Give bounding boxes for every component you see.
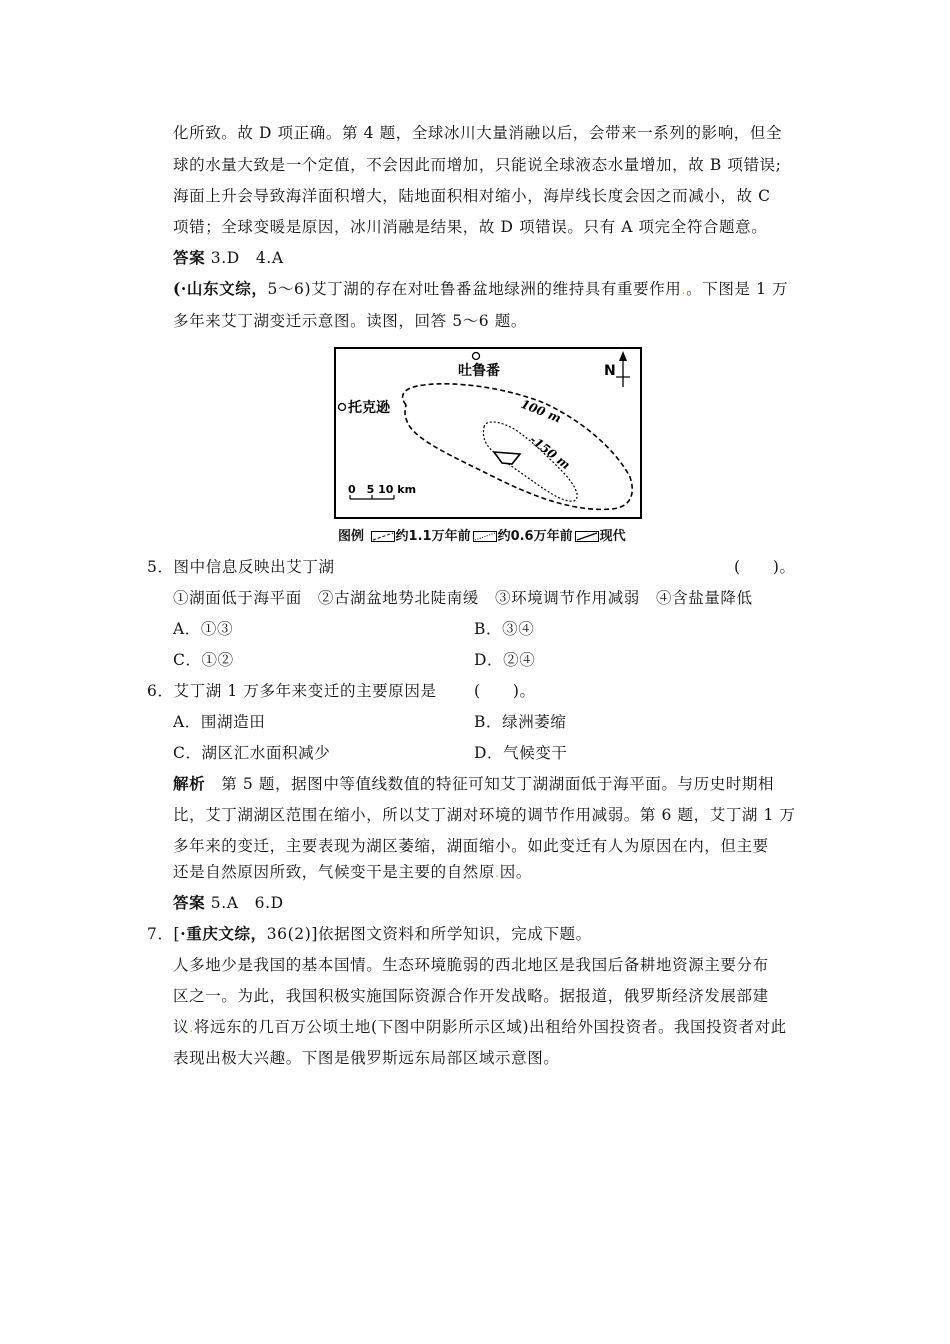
- q7-source: ·重庆文综，: [180, 924, 267, 943]
- q5-option-b: B．③④: [474, 620, 535, 638]
- para1-line-4: 项错；全球变暖是原因，冰川消融是结果，故 D 项错误。只有 A 项完全符合题意。: [173, 218, 768, 236]
- q7-number: 7．[: [147, 925, 181, 943]
- para1-line-2: 球的水量大致是一个定值，不会因此而增加，只能说全球液态水量增加，故 B 项错误;: [173, 156, 782, 174]
- q7-heading: [147, 924, 592, 944]
- analysis-line-1: [173, 774, 774, 794]
- legend-title: 图例: [338, 529, 365, 544]
- analysis-text-4: 还是自然原因所致，气候变干是主要的自然原: [173, 863, 496, 881]
- turpan-label: 吐鲁番: [458, 363, 500, 379]
- q6-stem: 6．艾丁湖 1 万多年来变迁的主要原因是: [147, 682, 437, 700]
- para1-line-3: 海面上升会导致海洋面积增大，陆地面积相对缩小，海岸线长度会因之而减小，故 C: [173, 187, 771, 205]
- q5-option-a: A．①③: [173, 620, 234, 638]
- q6-option-c: C．湖区汇水面积减少: [173, 744, 331, 762]
- intro-text-tail: 。下图是 1 万: [686, 280, 789, 298]
- legend-item-modern: 现代: [599, 529, 626, 544]
- analysis-line-4: [173, 862, 532, 884]
- q5-stem: 5．图中信息反映出艾丁湖: [147, 558, 335, 576]
- analysis-mark: .: [495, 866, 500, 881]
- intro-source: (·山东文综，: [173, 279, 268, 298]
- answer-2: [173, 893, 284, 913]
- toksun-label: 托克逊: [348, 400, 390, 416]
- answer-1: [173, 248, 284, 268]
- q5-items: ①湖面低于海平面 ②古湖盆地势北陡南缓 ③环境调节作用减弱 ④含盐量降低: [173, 589, 753, 607]
- q5-option-c: C．①②: [173, 651, 234, 669]
- toksun-marker: [339, 404, 346, 411]
- answer-1-text: 3.D 4.A: [210, 249, 284, 267]
- legend-swatch-modern: [575, 531, 599, 542]
- answer-1-label: 答案: [173, 248, 206, 267]
- q5-bracket: ( )。: [734, 558, 796, 576]
- intro-line-1: [173, 279, 788, 301]
- map-legend: [338, 525, 626, 545]
- intro-text: 5～6)艾丁湖的存在对吐鲁番盆地绿洲的维持具有重要作用: [267, 280, 682, 298]
- analysis-tail: 因。: [499, 863, 532, 881]
- para1-line-1: 化所致。故 D 项正确。第 4 题，全球冰川大量消融以后，会带来一系列的影响，但全: [173, 124, 783, 142]
- legend-swatch-11k: [371, 531, 395, 542]
- q7-line-3: [173, 1017, 787, 1039]
- legend-swatch-6k: [473, 531, 497, 542]
- analysis-line-3: 多年来的变迁，主要表现为湖区萎缩，湖面缩小。如此变迁有人为原因在内，但主要: [173, 837, 769, 855]
- q7-line-3-start: 议: [173, 1018, 190, 1036]
- q7-line-4: 表现出极大兴趣。下图是俄罗斯远东局部区域示意图。: [173, 1049, 560, 1067]
- turpan-marker: [473, 353, 480, 360]
- contour-150-label: -150 m: [527, 432, 573, 473]
- answer-2-text: 5.A 6.D: [210, 894, 284, 912]
- q6-option-d: D．气候变干: [474, 744, 568, 762]
- q6-option-a: A．围湖造田: [173, 713, 266, 731]
- legend-item-11k: 约1.1万年前: [395, 529, 471, 544]
- q7-mark: .: [189, 1021, 194, 1036]
- analysis-text-1: 第 5 题，据图中等值线数值的特征可知艾丁湖湖面低于海平面。与历史时期相: [205, 775, 775, 793]
- q6-option-b: B．绿洲萎缩: [474, 713, 567, 731]
- q5-option-d: D．②④: [474, 651, 536, 669]
- intro-mark: .: [681, 283, 687, 298]
- contour-100-label: 100 m: [518, 396, 564, 426]
- q7-line-2: 区之一。为此，我国积极实施国际资源合作开发战略。据报道，俄罗斯经济发展部建: [173, 987, 769, 1005]
- legend-item-6k: 约0.6万年前: [497, 529, 573, 544]
- q7-rest: 36(2)]依据图文资料和所学知识，完成下题。: [266, 925, 592, 943]
- q7-line-3-rest: 将远东的几百万公顷土地(下图中阴影所示区域)出租给外国投资者。我国投资者对此: [193, 1018, 787, 1036]
- aiding-lake-map: [334, 347, 642, 519]
- analysis-line-2: 比，艾丁湖湖区范围在缩小，所以艾丁湖对环境的调节作用减弱。第 6 题，艾丁湖 1 万: [173, 806, 796, 824]
- scale-label: 0 5 10 km: [348, 483, 417, 496]
- north-label: N: [604, 363, 616, 379]
- analysis-label: 解析: [173, 774, 206, 793]
- intro-line-2: 多年来艾丁湖变迁示意图。读图，回答 5～6 题。: [173, 312, 527, 330]
- q7-line-1: 人多地少是我国的基本国情。生态环境脆弱的西北地区是我国后备耕地资源主要分布: [173, 956, 769, 974]
- answer-2-label: 答案: [173, 893, 206, 912]
- q6-bracket: ( )。: [474, 682, 536, 700]
